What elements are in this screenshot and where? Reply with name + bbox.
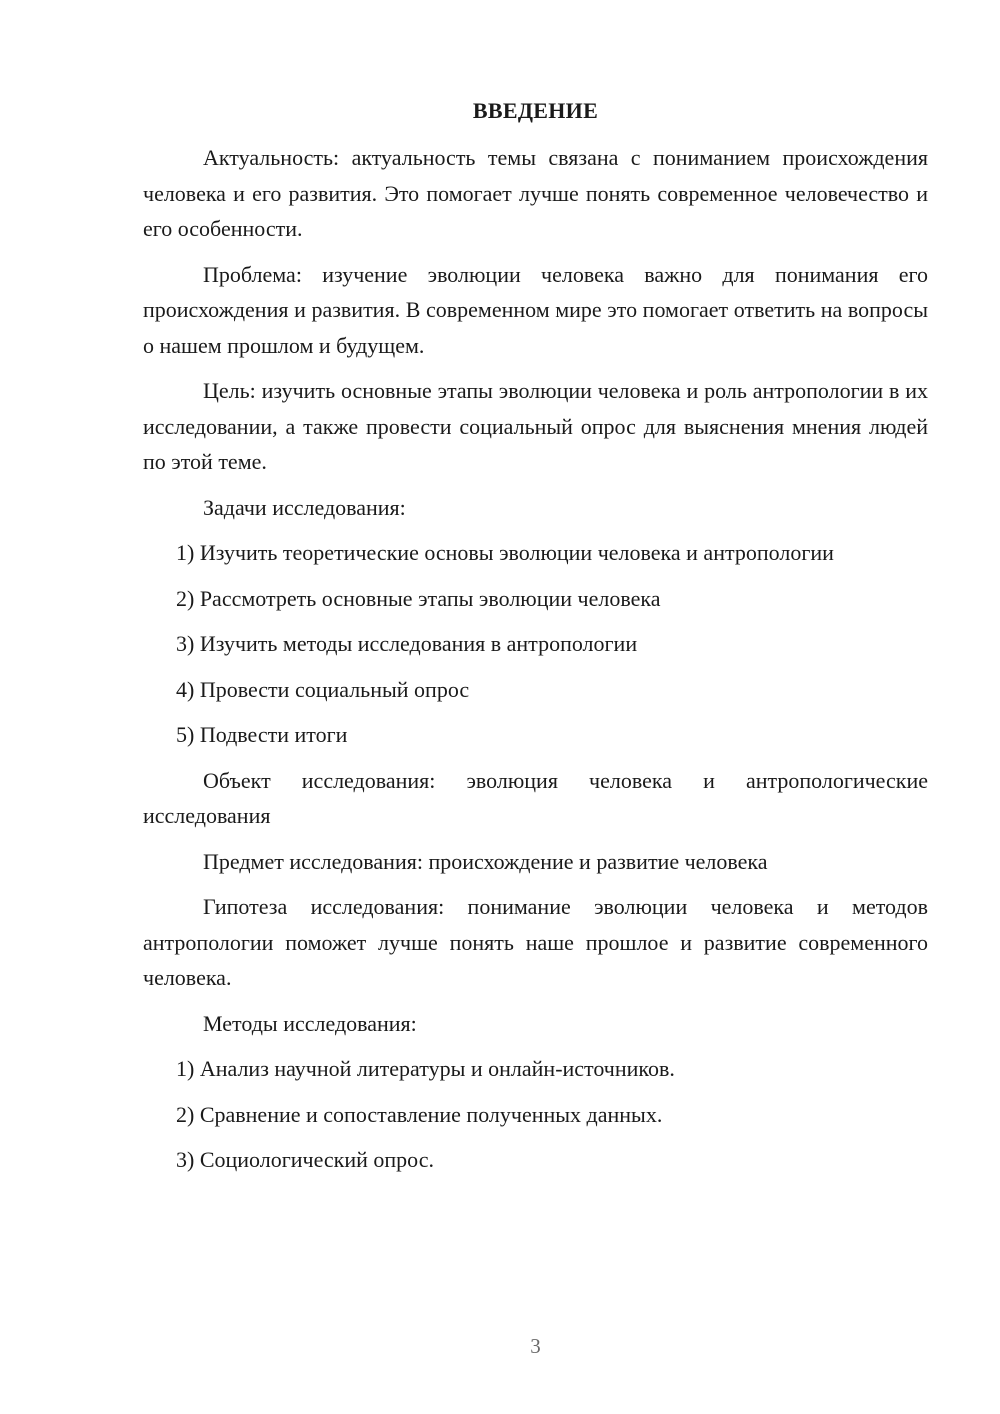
problem-paragraph: Проблема: изучение эволюции человека важно для понимания его происхождения и развития. В современном мире это помогает ответить на вопросы о нашем прошлом и будущем.: [143, 261, 928, 358]
methods-heading: Методы исследования:: [203, 1010, 417, 1036]
subject-paragraph: Предмет исследования: происхождение и развитие человека: [203, 848, 768, 874]
section-title: ВВЕДЕНИЕ: [472, 98, 599, 123]
list-item: 1) Изучить теоретические основы эволюции человека и антропологии: [176, 540, 834, 565]
list-item: 3) Социологический опрос.: [176, 1147, 434, 1172]
page-number: 3: [530, 1334, 541, 1358]
list-item: 1) Анализ научной литературы и онлайн-источников.: [176, 1056, 675, 1081]
methods-list: [143, 1051, 928, 1178]
list-item: 4) Провести социальный опрос: [176, 676, 470, 702]
tasks-heading: Задачи исследования:: [203, 494, 406, 520]
list-item: 2) Сравнение и сопоставление полученных данных.: [176, 1101, 663, 1127]
list-item: 5) Подвести итоги: [176, 722, 348, 747]
hypothesis-paragraph: Гипотеза исследования: понимание эволюции человека и методов антропологии поможет лучше понять наше прошлое и развитие современного человека.: [143, 894, 928, 990]
list-item: 2) Рассмотреть основные этапы эволюции человека: [176, 585, 661, 611]
document-body: [143, 140, 928, 1188]
list-item: 3) Изучить методы исследования в антропологии: [176, 631, 638, 656]
relevance-paragraph: Актуальность: актуальность темы связана с пониманием происхождения человека и его развития. Это помогает лучше понять современное человечество и его особенности.: [143, 145, 928, 241]
tasks-list: [143, 535, 928, 753]
goal-paragraph: Цель: изучить основные этапы эволюции человека и роль антропологии в их исследовании, а также провести социальный опрос для выяснения мнения людей по этой теме.: [143, 378, 928, 474]
object-paragraph: Объект исследования: эволюция человека и антропологические исследования: [143, 767, 928, 828]
